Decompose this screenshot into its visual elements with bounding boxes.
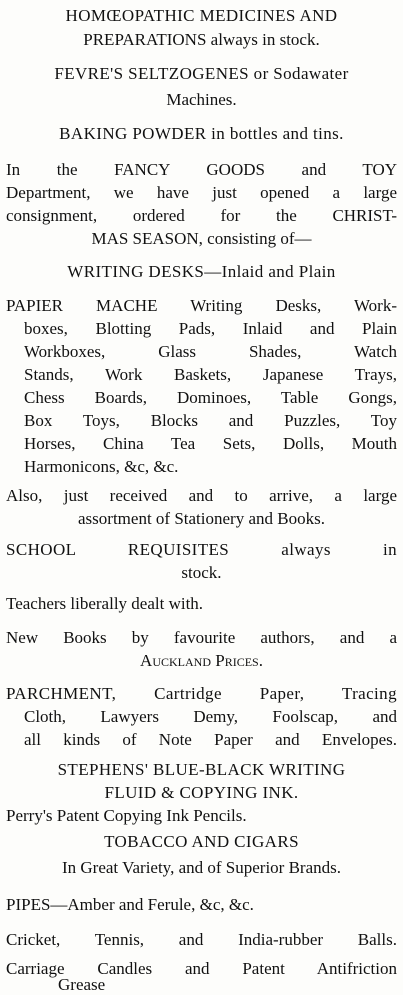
ad-new-books-line1: New Books by favourite authors, and a [6, 628, 397, 647]
ad-pipes: PIPES—Amber and Ferule, &c, &c. [6, 895, 254, 914]
ad-papier-mache-line1: PAPIER MACHE Writing Desks, Work- [6, 296, 397, 315]
ad-fevres-line1: FEVRE'S SELTZOGENES or Sodawater [54, 64, 349, 83]
ad-papier-mache-line4: Stands, Work Baskets, Japanese Trays, [24, 365, 397, 384]
ad-homoeopathic-line2: PREPARATIONS always in stock. [83, 30, 320, 49]
ad-tobacco-line2: In Great Variety, and of Superior Brands. [61, 858, 341, 877]
ad-tobacco-heading: TOBACCO AND CIGARS [104, 832, 299, 851]
ad-fancy-goods-line1: In the FANCY GOODS and TOY [6, 160, 397, 179]
ad-stationery-line1: Also, just received and to arrive, a large [6, 486, 397, 505]
ad-baking-powder: BAKING POWDER in bottles and tins. [59, 124, 344, 143]
ad-fancy-goods-line3: consignment, ordered for the CHRIST- [6, 206, 397, 225]
ad-stephens-line1: STEPHENS' BLUE-BLACK WRITING [57, 760, 346, 779]
ad-carriage-line2: Grease [58, 975, 106, 994]
ad-parchment-line3: all kinds of Note Paper and Envelopes. [24, 730, 397, 749]
ad-perry-pencils: Perry's Patent Copying Ink Pencils. [6, 806, 247, 825]
ad-school-requisites-line1: SCHOOL REQUISITES always in [6, 540, 397, 559]
ad-cricket: Cricket, Tennis, and India-rubber Balls. [6, 930, 397, 949]
ad-papier-mache-line5: Chess Boards, Dominoes, Table Gongs, [24, 388, 397, 407]
ad-stephens-line2: FLUID & COPYING INK. [104, 783, 299, 802]
ad-homoeopathic-line1: HOMŒOPATHIC MEDICINES AND [65, 6, 338, 25]
ad-papier-mache-line3: Workboxes, Glass Shades, Watch [24, 342, 397, 361]
ad-fevres-line2: Machines. [166, 90, 237, 109]
ad-teachers: Teachers liberally dealt with. [6, 594, 204, 613]
ad-papier-mache-line7: Horses, China Tea Sets, Dolls, Mouth [24, 434, 397, 453]
ad-fancy-goods-line4: MAS SEASON, consisting of— [91, 229, 312, 248]
ad-parchment-line2: Cloth, Lawyers Demy, Foolscap, and [24, 707, 397, 726]
ad-writing-desks: WRITING DESKS—Inlaid and Plain [67, 262, 336, 281]
ad-parchment-line1: PARCHMENT, Cartridge Paper, Tracing [6, 684, 397, 703]
ad-papier-mache-line8: Harmonicons, &c, &c. [24, 457, 179, 476]
ad-carriage-line1: Carriage Candles and Patent Antifriction [6, 959, 397, 978]
ad-school-requisites-line2: stock. [181, 563, 222, 582]
ad-fancy-goods-line2: Department, we have just opened a large [6, 183, 397, 202]
ad-new-books-line2: Auckland Prices. [140, 651, 263, 670]
ad-stationery-line2: assortment of Stationery and Books. [78, 509, 325, 528]
ad-papier-mache-line2: boxes, Blotting Pads, Inlaid and Plain [24, 319, 397, 338]
ad-papier-mache-line6: Box Toys, Blocks and Puzzles, Toy [24, 411, 397, 430]
